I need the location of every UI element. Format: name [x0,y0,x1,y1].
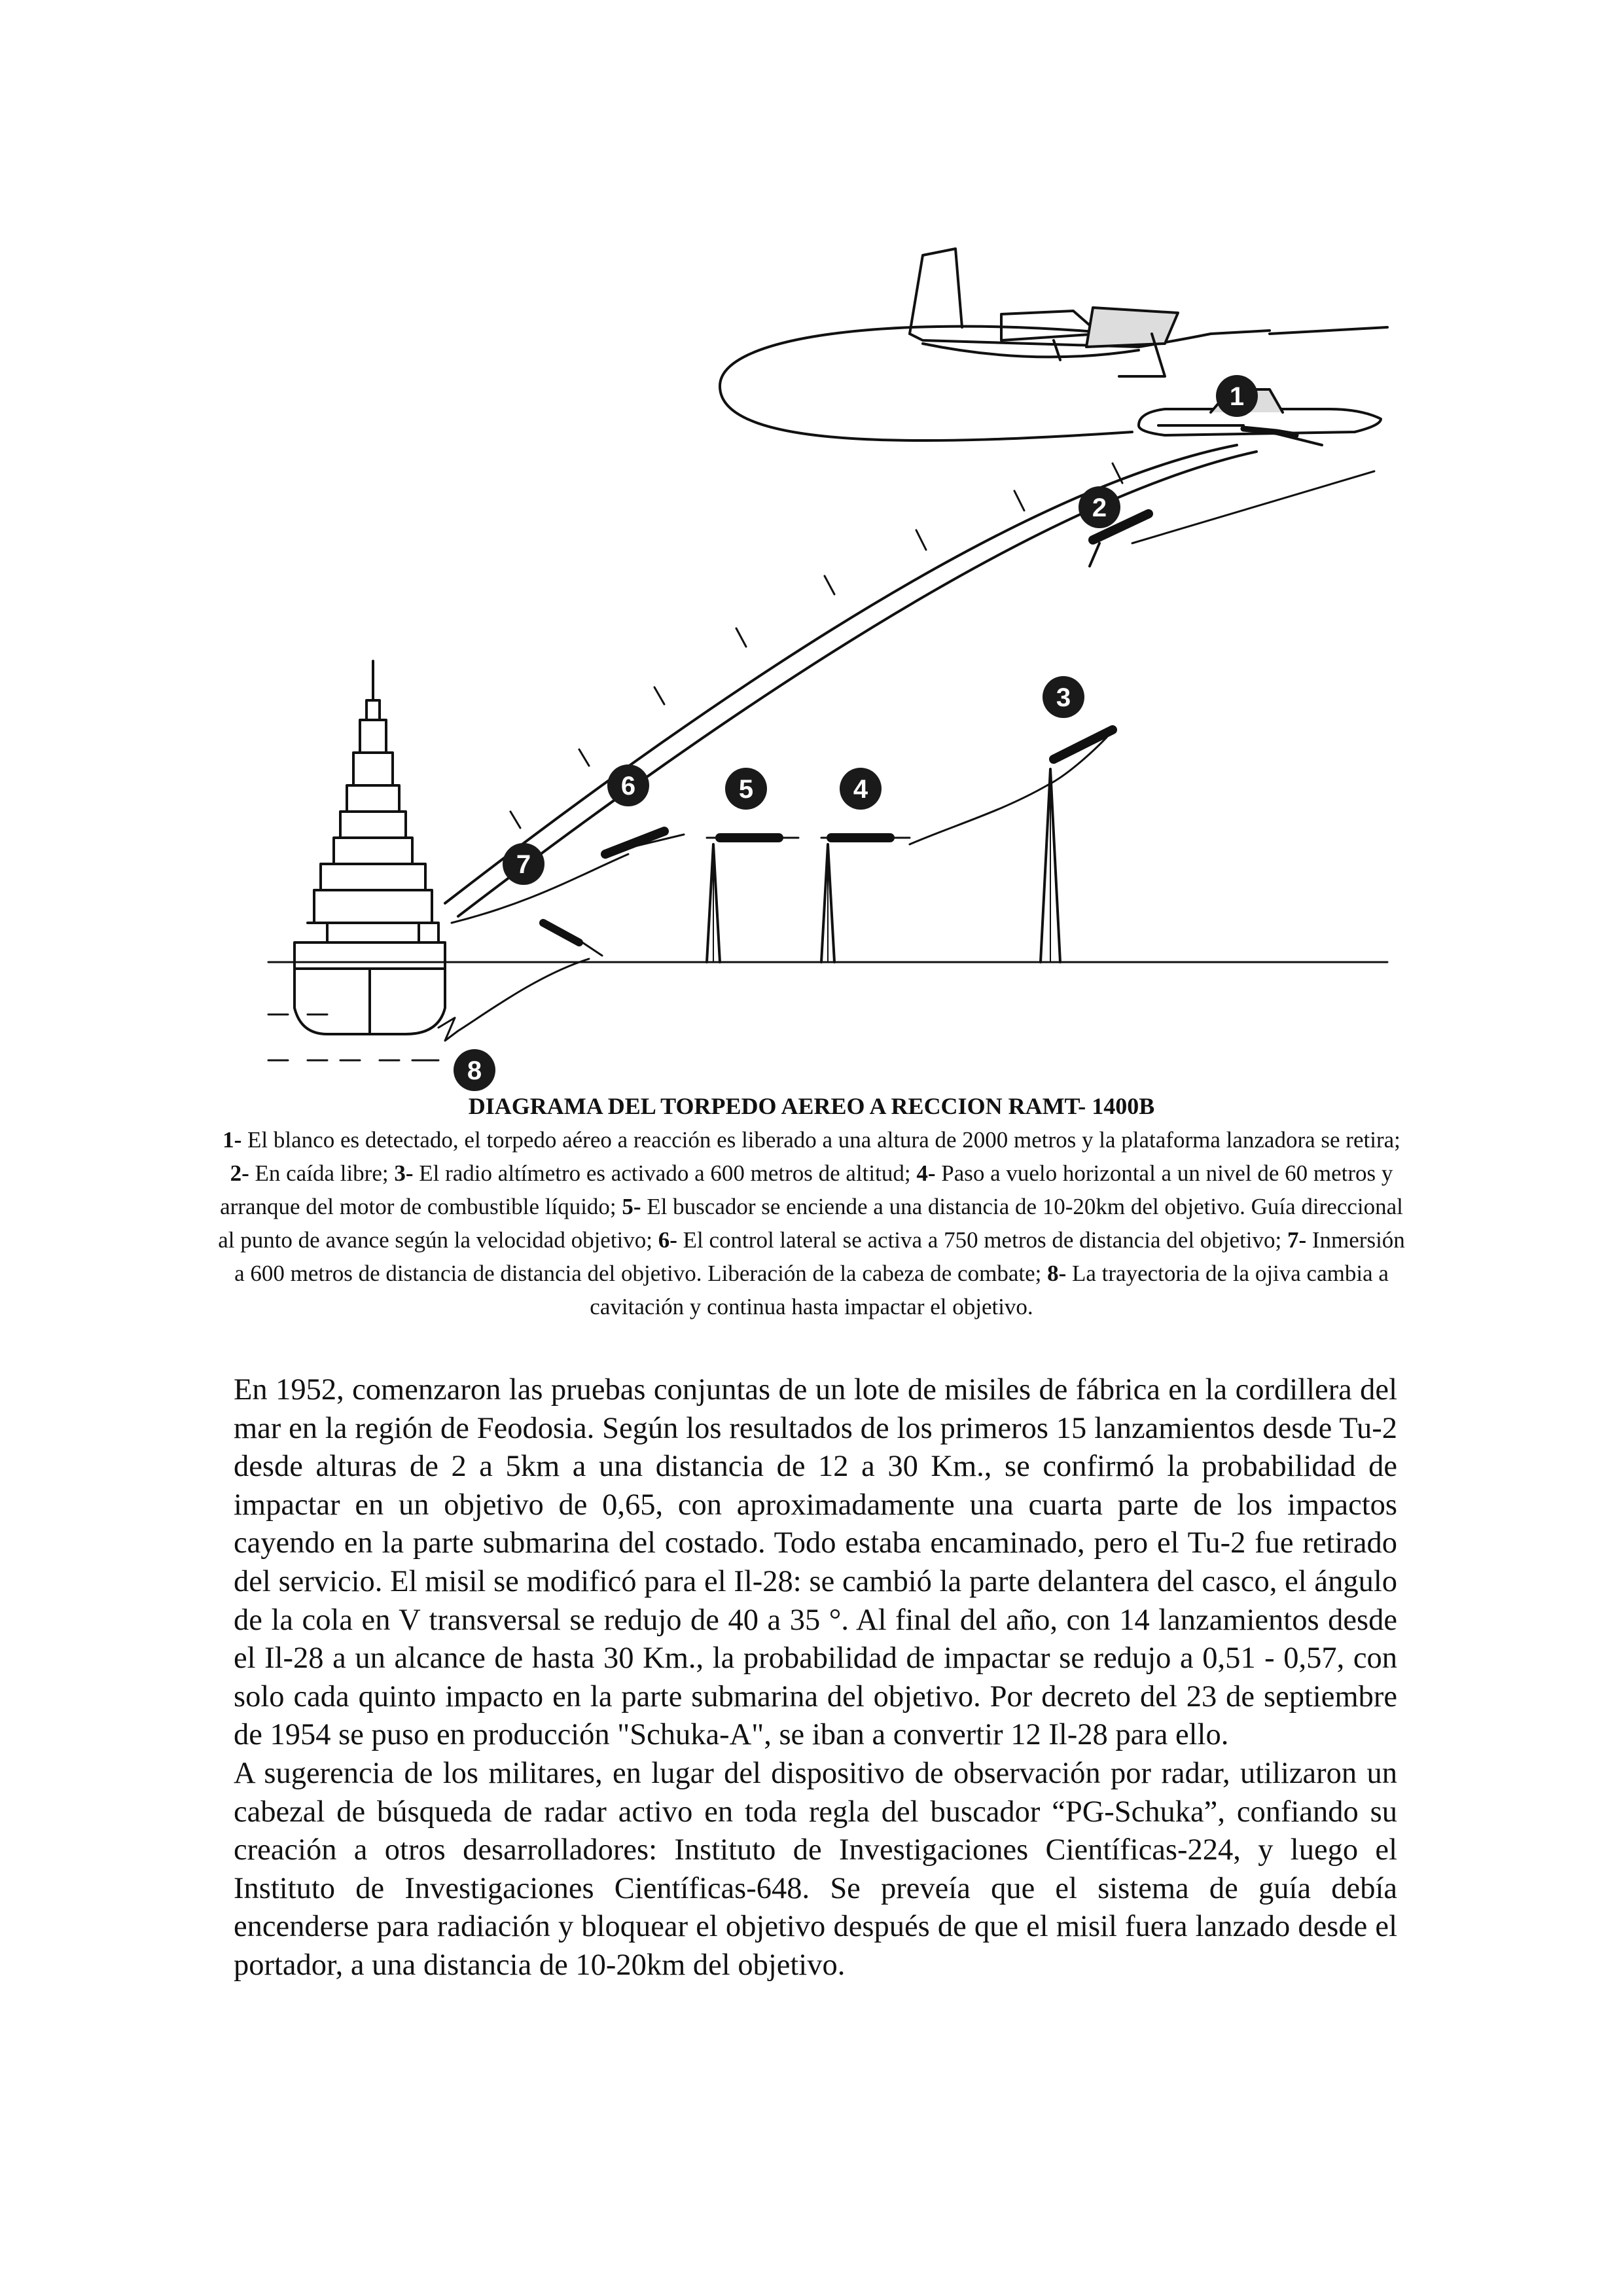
warship-icon [294,661,445,1034]
svg-text:3: 3 [1056,683,1071,712]
caption-step-7: 7- Inmersión a 600 metros de distancia de distancia del objetivo. Liberación de la cabeza de combate; [234,1227,1405,1286]
altimeter-beam [821,844,834,962]
svg-text:4: 4 [853,775,868,804]
torpedo-diagram [249,236,1414,1093]
step-marker-7 [503,843,544,885]
caption-step-8: 8- La trayectoria de la ojiva cambia a cavitación y continua hasta impactar el objetivo. [590,1261,1389,1319]
step-marker-8 [454,1049,495,1091]
caption-step-5: 5- El buscador se enciende a una distancia de 10-20km del objetivo. Guía direccional al punto de avance según la velocidad objetivo; [218,1194,1403,1253]
step-marker-4 [840,768,882,810]
body-paragraph-1: En 1952, comenzaron las pruebas conjuntas de un lote de misiles de fábrica en la cordillera del mar en la región de Feodosia. Según los resultados de los primeros 15 lanzamientos desde Tu-2 desde alturas de 2 a 5km a una distancia de 12 a 30 Km., se confirmó la probabilidad de impactar en un objetivo de 0,65, con aproximadamente una cuarta parte de los impactos cayendo en la parte submarina del costado. Todo estaba encaminado, pero el Tu-2 fue retirado del servicio. El misil se modificó para el Il-28: se cambió la parte delantera del casco, el ángulo de la cola en V transversal se redujo de 40 a 35 °. Al final del año, con 14 lanzamientos desde el Il-28 a un alcance de hasta 30 Km., la probabilidad de impactar se redujo a 0,51 - 0,57, con solo cada quinto impacto en la parte submarina del objetivo. Por decreto del 23 de septiembre de 1954 se puso en producción "Schuka-A", se iban a convertir 12 Il-28 para ello. [234,1373,1397,1752]
step-marker-6 [607,764,649,806]
step-marker-3 [1043,676,1084,718]
svg-text:2: 2 [1092,493,1107,522]
step-marker-1 [1216,375,1258,417]
caption-steps [216,1123,1407,1323]
caption-step-6: 6- El control lateral se activa a 750 metros de distancia del objetivo; [658,1227,1287,1253]
altimeter-beam [707,844,720,962]
svg-text:6: 6 [620,772,636,800]
caption-step-4: 4- Paso a vuelo horizontal a un nivel de 60 metros y arranque del motor de combustible líquido; [220,1160,1393,1219]
caption-step-3: 3- El radio altímetro es activado a 600 metros de altitud; [394,1160,917,1186]
bomber-aircraft-release-icon [1139,389,1381,445]
flight-path-exit [1270,327,1387,334]
svg-text:5: 5 [738,775,754,804]
cavitation-trajectory [438,959,589,1041]
svg-text:8: 8 [467,1056,482,1085]
altimeter-beam [1041,769,1060,962]
step-marker-5 [725,768,767,810]
step-marker-2 [1079,486,1120,528]
caption-step-2: 2- En caída libre; [230,1160,395,1186]
caption-title: DIAGRAMA DEL TORPEDO AEREO A RECCION RAMT- 1400B [468,1093,1155,1119]
body-paragraph-2: A sugerencia de los militares, en lugar del dispositivo de observación por radar, utilizaron un cabezal de búsqueda de radar activo en toda regla del buscador “PG-Schuka”, confiando su creación a otros desarrolladores: Instituto de Investigaciones Científicas-224, y luego el Instituto de Investigaciones Científicas-648. Se preveía que el sistema de guía debía encenderse para radiación y bloquear el objetivo después de que el misil fuera lanzado desde el portador, a una distancia de 10-20km del objetivo. [234,1756,1397,1982]
body-text [234,1371,1397,1985]
bomber-aircraft-icon [910,249,1270,376]
diagram-caption [216,1090,1407,1323]
torpedo-radio-altimeter-icon [1054,730,1113,759]
svg-text:7: 7 [516,850,531,879]
svg-text:1: 1 [1229,382,1245,411]
caption-step-1: 1- El blanco es detectado, el torpedo aéreo a reacción es liberado a una altura de 2000 metros y la plataforma lanzadora se retira; [223,1127,1400,1153]
